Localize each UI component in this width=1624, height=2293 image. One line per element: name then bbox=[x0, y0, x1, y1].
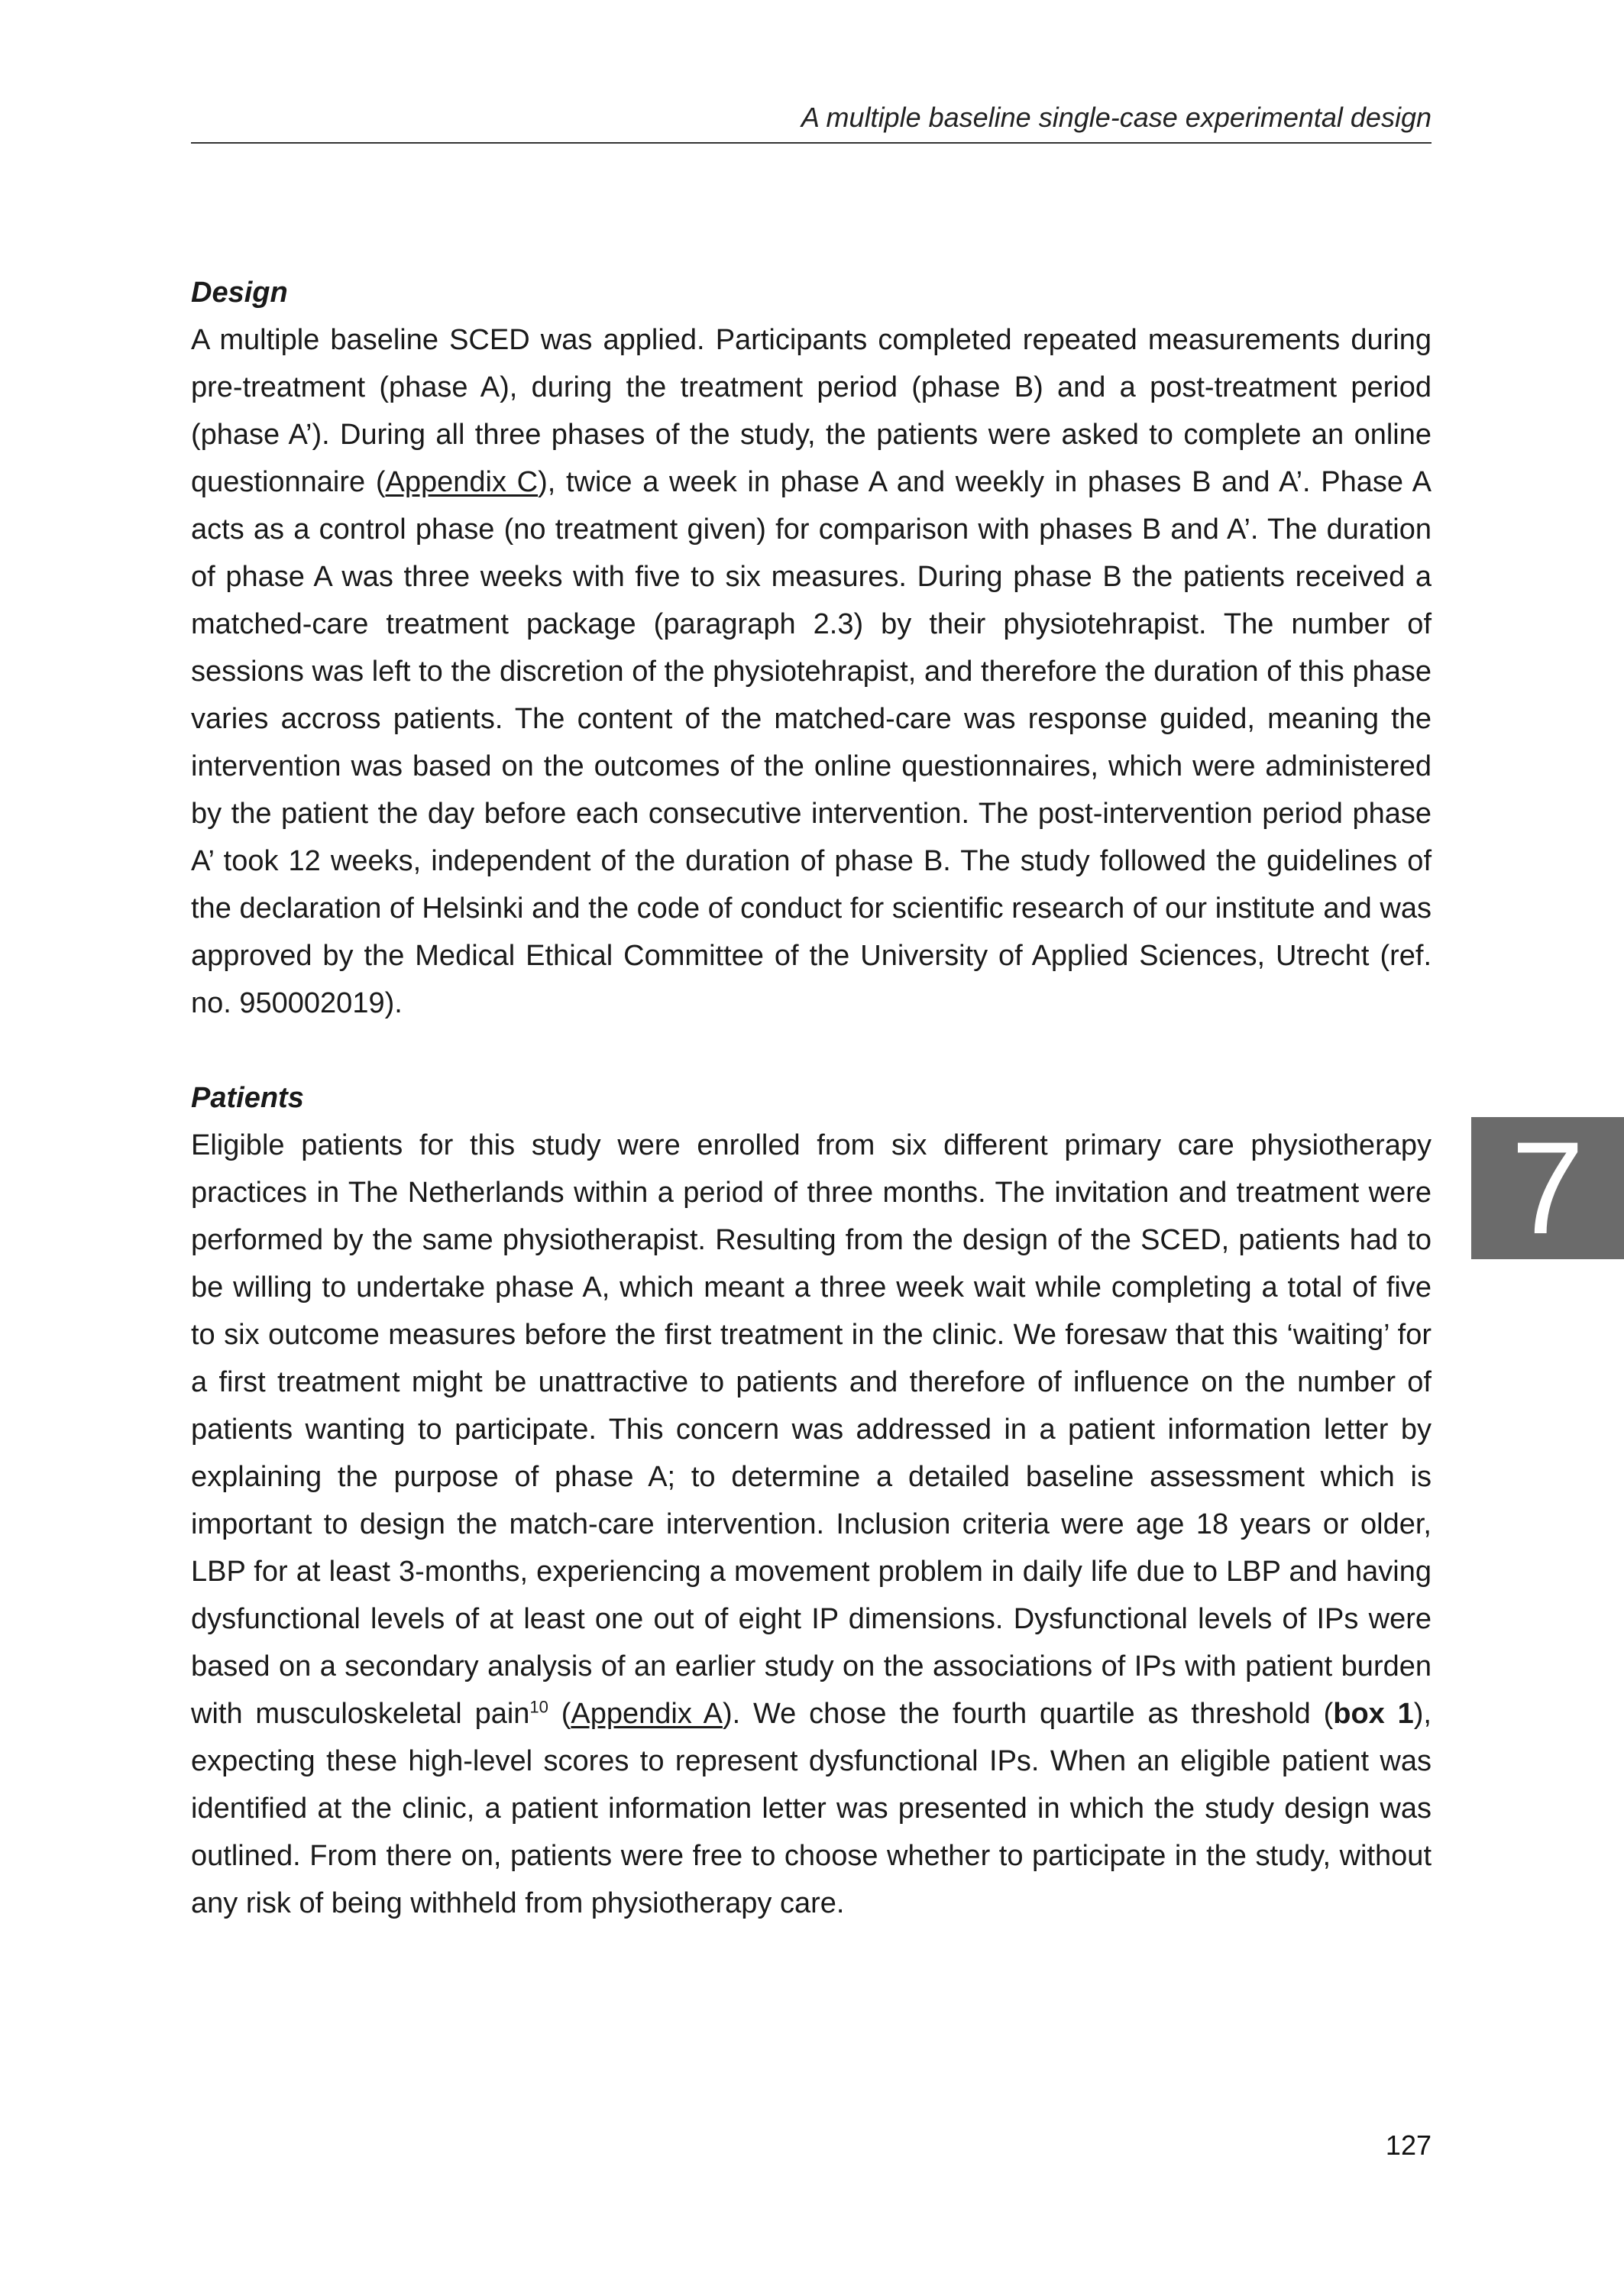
patients-text-part4: ), expecting these high-level scores to represent dysfunctional IPs. When an eligible patient was identified at the clinic, a patient information letter was presented in which the study design was outlined. From there on, patients were free to choose whether to participate in the study, without any risk of being withheld from physiotherapy care. bbox=[191, 1698, 1432, 1919]
patients-text-part3: ). We chose the fourth quartile as threshold ( bbox=[722, 1698, 1334, 1730]
section-heading-patients: Patients bbox=[191, 1082, 304, 1114]
design-text-part2: ), twice a week in phase A and weekly in phases B and A’. Phase A acts as a control phase (no treatment given) for comparison with phases B and A’. The duration of phase A was three weeks with five to six measures. During phase B the patients received a matched-care treatment package (paragraph 2.3) by their physiotehrapist. The number of sessions was left to the discretion of the physiotehrapist, and therefore the duration of this phase varies accross patients. The content of the matched-care was response guided, meaning the intervention was based on the outcomes of the online questionnaires, which were administered by the patient the day before each consecutive intervention. The post-intervention period phase A’ took 12 weeks, independent of the duration of phase B. The study followed the guidelines of the declaration of Helsinki and the code of conduct for scientific research of our institute and was approved by the Medical Ethical Committee of the University of Applied Sciences, Utrecht (ref. no. 950002019). bbox=[191, 466, 1432, 1019]
design-paragraph bbox=[191, 316, 1432, 1027]
patients-text-part1: Eligible patients for this study were enrolled from six different primary care physiotherapy practices in The Netherlands within a period of three months. The invitation and treatment were performed by the same physiotherapist. Resulting from the design of the SCED, patients had to be willing to undertake phase A, which meant a three week wait while completing a total of five to six outcome measures before the first treatment in the clinic. We foresaw that this ‘waiting’ for a first treatment might be unattractive to patients and therefore of influence on the number of patients wanting to participate. This concern was addressed in a patient information letter by explaining the purpose of phase A; to determine a detailed baseline assessment which is important to design the match-care intervention. Inclusion criteria were age 18 years or older, LBP for at least 3-months, experiencing a movement problem in daily life due to LBP and having dysfunctional levels of at least one out of eight IP dimensions. Dysfunctional levels of IPs were based on a secondary analysis of an earlier study on the associations of IPs with patient burden with musculoskeletal pain bbox=[191, 1129, 1432, 1730]
design-text-part1: A multiple baseline SCED was applied. Participants completed repeated measurements during pre-treatment (phase A), during the treatment period (phase B) and a post-treatment period (phase A’). During all three phases of the study, the patients were asked to complete an online questionnaire ( bbox=[191, 324, 1432, 498]
appendix-c-link[interactable]: Appendix C bbox=[385, 466, 539, 498]
header-rule bbox=[191, 142, 1432, 144]
section-gap bbox=[191, 1027, 1432, 1074]
section-heading-design: Design bbox=[191, 277, 288, 309]
page-number: 127 bbox=[1385, 2129, 1432, 2161]
box-1-reference: box 1 bbox=[1333, 1698, 1414, 1730]
patients-paragraph bbox=[191, 1122, 1432, 1927]
running-header: A multiple baseline single-case experimental design bbox=[801, 102, 1432, 133]
patients-text-part2: ( bbox=[548, 1698, 571, 1730]
page-content bbox=[191, 269, 1432, 1927]
appendix-a-link[interactable]: Appendix A bbox=[571, 1698, 723, 1730]
citation-superscript: 10 bbox=[529, 1697, 548, 1717]
chapter-tab: 7 bbox=[1471, 1117, 1624, 1259]
